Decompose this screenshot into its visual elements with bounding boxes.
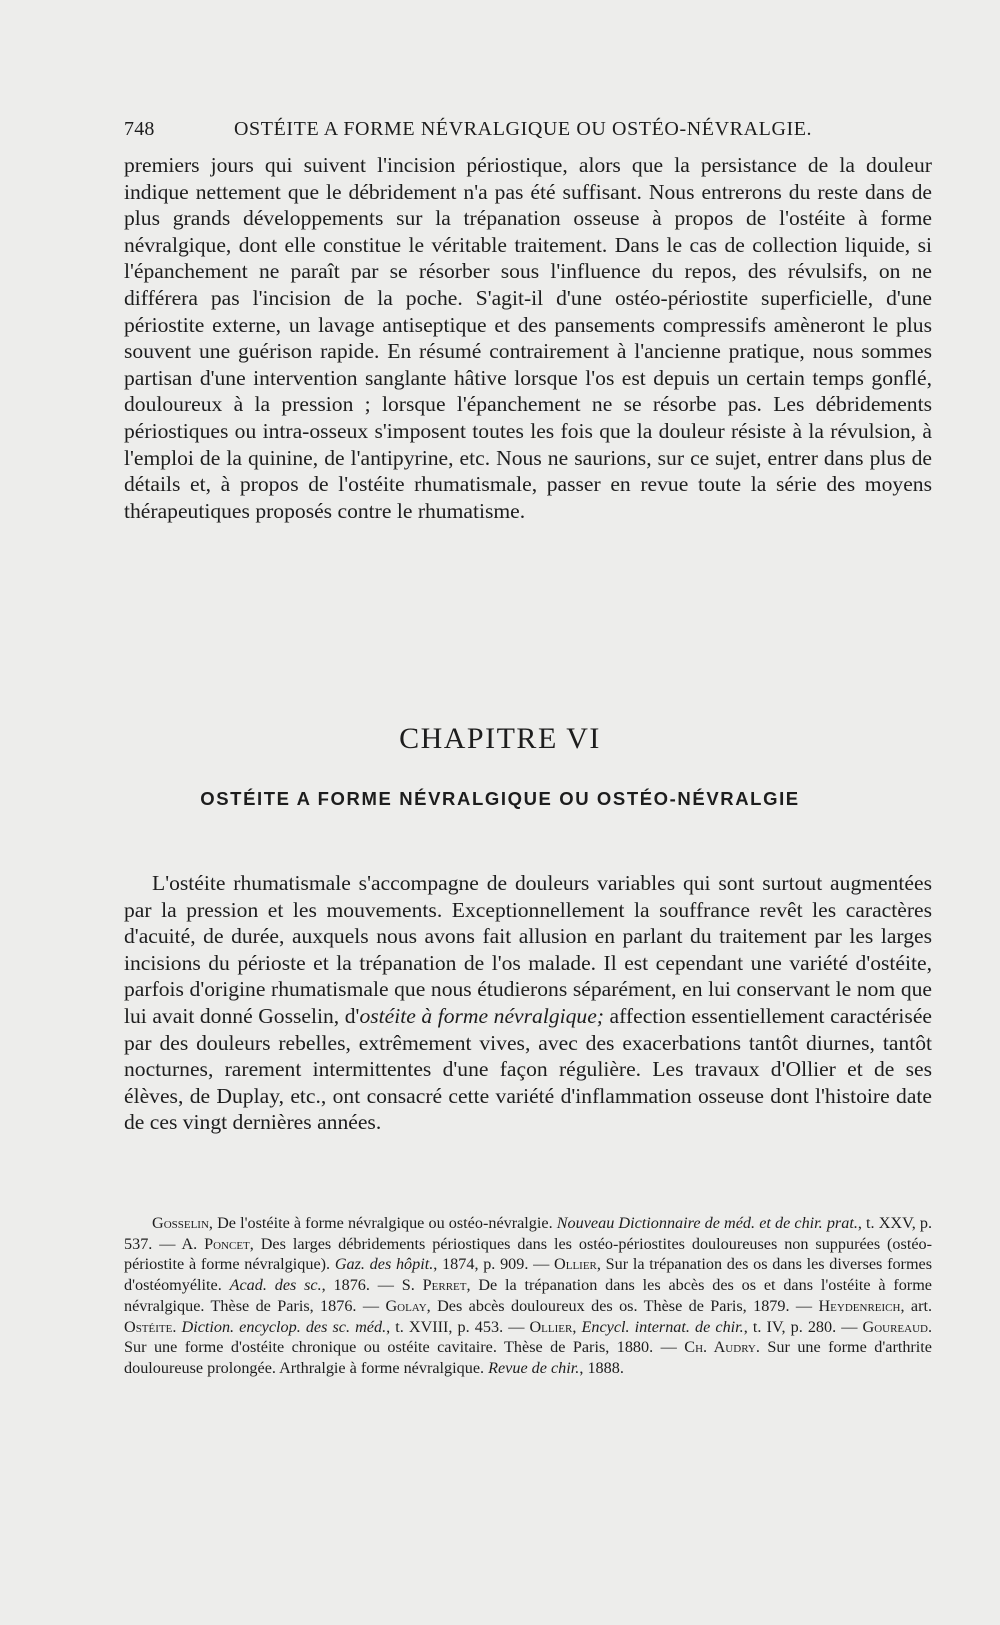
chapter-subtitle: OSTÉITE A FORME NÉVRALGIQUE OU OSTÉO-NÉVRALGIE (200, 788, 800, 809)
bibliography-paragraph (124, 1213, 932, 1379)
bibliography-source: Acad. des sc. (229, 1276, 322, 1295)
bibliography-text: , t. XXV, p. 537. — A. (124, 1214, 932, 1253)
paragraph-1: premiers jours qui suivent l'incision périostique, alors que la persistance de la douleur indique nettement que le débridement n'a pas été suffisant. Nous entrerons du reste dans de plus grands développements sur la trépanation osseuse à propos de l'ostéite à forme névralgique, dont elle constitue le véritable traitement. Dans le cas de collection liquide, si l'épanchement ne paraît par se résorber sous l'influence du repos, des révulsifs, on ne différera pas l'incision de la poche. S'agit-il d'une ostéo-périostite superficielle, d'une périostite externe, un lavage antiseptique et des pansements compressifs amèneront le plus souvent une guérison rapide. En résumé contrairement à l'ancienne pratique, nous sommes partisan d'une intervention sanglante hâtive lorsque l'os est depuis un certain temps gonflé, douloureux à la pression ; lorsque l'épanchement ne se résorbe pas. Les débridements périostiques ou intra-osseux s'imposent toutes les fois que la douleur résiste à la révulsion, à l'emploi de la quinine, de l'antipyrine, etc. Nous ne saurions, sur ce sujet, entrer dans plus de détails et, à propos de l'ostéite rhumatismale, passer en revue toute la série des moyens thérapeutiques proposés contre le rhumatisme. (124, 153, 932, 523)
bibliography-text: , t. IV, p. 280. — (743, 1317, 863, 1336)
page-number: 748 (124, 118, 155, 140)
bibliography-author: Ch. Audry (684, 1338, 756, 1357)
bibliography-text: , 1888. (579, 1358, 624, 1377)
bibliography-text: , Sur la trépanation des os dans les diverses formes d'ostéomyélite. (124, 1255, 933, 1295)
bibliography-text: . Sur une forme d'ostéite chronique ou ostéite cavitaire. Thèse de Paris, 1880. — (124, 1317, 933, 1357)
bibliography-author: Goureaud (862, 1317, 928, 1336)
bibliography-text: , t. XVIII, p. 453. — (386, 1317, 530, 1336)
bibliography-author: Ostéite (124, 1317, 173, 1336)
paragraph-2-italic-term: ostéite à forme névralgique; (359, 1003, 604, 1028)
paragraph-2 (124, 870, 932, 1136)
bibliography-text: . (172, 1317, 182, 1336)
bibliography-author: Poncet (204, 1234, 250, 1253)
bibliography-source: Revue de chir. (488, 1358, 580, 1377)
bibliography-text: , 1876. — S. (321, 1276, 423, 1295)
bibliography-text: , art. (900, 1296, 933, 1315)
bibliography-author: Perret (422, 1276, 467, 1295)
bibliography-text: , 1874, p. 909. — (433, 1255, 555, 1274)
bibliography-author: Ollier (529, 1317, 573, 1336)
bibliography-note (124, 1213, 932, 1379)
bibliography-text: . Sur une forme d'arthrite douloureuse prolongée. Arthralgie à forme névralgique. (124, 1338, 932, 1377)
running-head (124, 118, 914, 141)
bibliography-text: , De la trépanation dans les abcès des os et dans l'ostéite à forme névralgique. Thèse de Paris, 1876. — (124, 1276, 932, 1315)
paragraph-2-text-b: affection essentiellement caractérisée par des douleurs rebelles, extrêmement vives, avec des exacerbations tantôt diurnes, tantôt nocturnes, rarement intermittentes d'une façon régulière. Les travaux d'Ollier et de ses élèves, de Duplay, etc., ont consacré cette variété d'inflammation osseuse dont l'histoire date de ces vingt dernières années. (124, 1003, 932, 1135)
paragraph-2-text-a: L'ostéite rhumatismale s'accompagne de douleurs variables qui sont surtout augmentées par la pression et les mouvements. Exceptionnellement la souffrance revêt les caractères d'acuité, de durée, auxquels nous avons fait allusion en parlant du traitement par les larges incisions du périoste et la trépanation de l'os malade. Il est cependant une variété d'ostéite, parfois d'origine rhumatismale que nous étudierons séparément, en lui conservant le nom que lui avait donné Gosselin, d' (124, 871, 932, 1028)
bibliography-text: , (572, 1317, 582, 1336)
bibliography-text: , Des larges débridements périostiques dans les ostéo-périostites douloureuses non suppurées (ostéo-périostite à forme névralgique). (124, 1234, 932, 1274)
bibliography-source: Gaz. des hôpit. (334, 1255, 434, 1274)
chapter-title: CHAPITRE VI (399, 722, 601, 755)
bibliography-author: Heydenreich (818, 1296, 901, 1315)
bibliography-source: Diction. encyclop. des sc. méd. (181, 1317, 387, 1336)
bibliography-source: Encycl. internat. de chir. (581, 1317, 744, 1336)
bibliography-text: , Des abcès douloureux des os. Thèse de Paris, 1879. — (426, 1296, 819, 1315)
body-text-chapter (124, 870, 932, 1136)
body-text-continued (124, 152, 932, 524)
bibliography-source: Nouveau Dictionnaire de méd. et de chir. prat. (556, 1214, 858, 1232)
running-head-title: OSTÉITE A FORME NÉVRALGIQUE OU OSTÉO-NÉVRALGIE. (234, 118, 813, 140)
bibliography-author: Gosselin (152, 1214, 209, 1232)
bibliography-text: , De l'ostéite à forme névralgique ou ostéo-névralgie. (208, 1214, 557, 1232)
bibliography-author: Golay (385, 1296, 427, 1315)
bibliography-author: Ollier (554, 1255, 597, 1274)
